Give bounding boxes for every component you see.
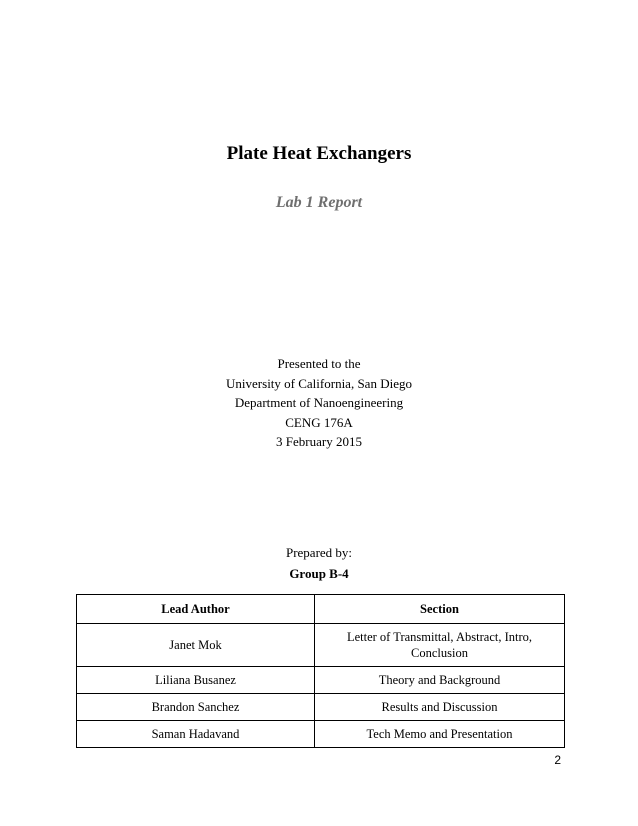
page-number: 2 bbox=[554, 753, 561, 767]
table-header-row bbox=[77, 595, 565, 624]
presented-line: 3 February 2015 bbox=[276, 434, 362, 449]
authors-table bbox=[76, 594, 565, 748]
author-cell: Saman Hadavand bbox=[77, 721, 315, 748]
table-header-cell: Lead Author bbox=[77, 595, 315, 624]
presented-line: Presented to the bbox=[277, 356, 361, 371]
section-cell: Letter of Transmittal, Abstract, Intro, Conclusion bbox=[315, 624, 565, 667]
section-cell: Tech Memo and Presentation bbox=[315, 721, 565, 748]
table-row bbox=[77, 721, 565, 748]
prepared-block bbox=[0, 542, 638, 584]
prepared-by-label: Prepared by: bbox=[285, 545, 353, 560]
author-cell: Brandon Sanchez bbox=[77, 694, 315, 721]
presented-line: CENG 176A bbox=[285, 414, 353, 430]
author-cell: Liliana Busanez bbox=[77, 667, 315, 694]
presented-line: University of California, San Diego bbox=[226, 375, 412, 391]
author-cell: Janet Mok bbox=[77, 624, 315, 667]
presented-line: Department of Nanoengineering bbox=[234, 395, 404, 410]
group-name: Group B-4 bbox=[289, 566, 349, 581]
report-title: Plate Heat Exchangers bbox=[226, 143, 412, 164]
presented-block bbox=[0, 354, 638, 452]
table-row bbox=[77, 667, 565, 694]
table-header-cell: Section bbox=[315, 595, 565, 624]
section-cell: Theory and Background bbox=[315, 667, 565, 694]
table-row bbox=[77, 624, 565, 667]
section-cell: Results and Discussion bbox=[315, 694, 565, 721]
report-subtitle: Lab 1 Report bbox=[275, 194, 363, 211]
table-row bbox=[77, 694, 565, 721]
